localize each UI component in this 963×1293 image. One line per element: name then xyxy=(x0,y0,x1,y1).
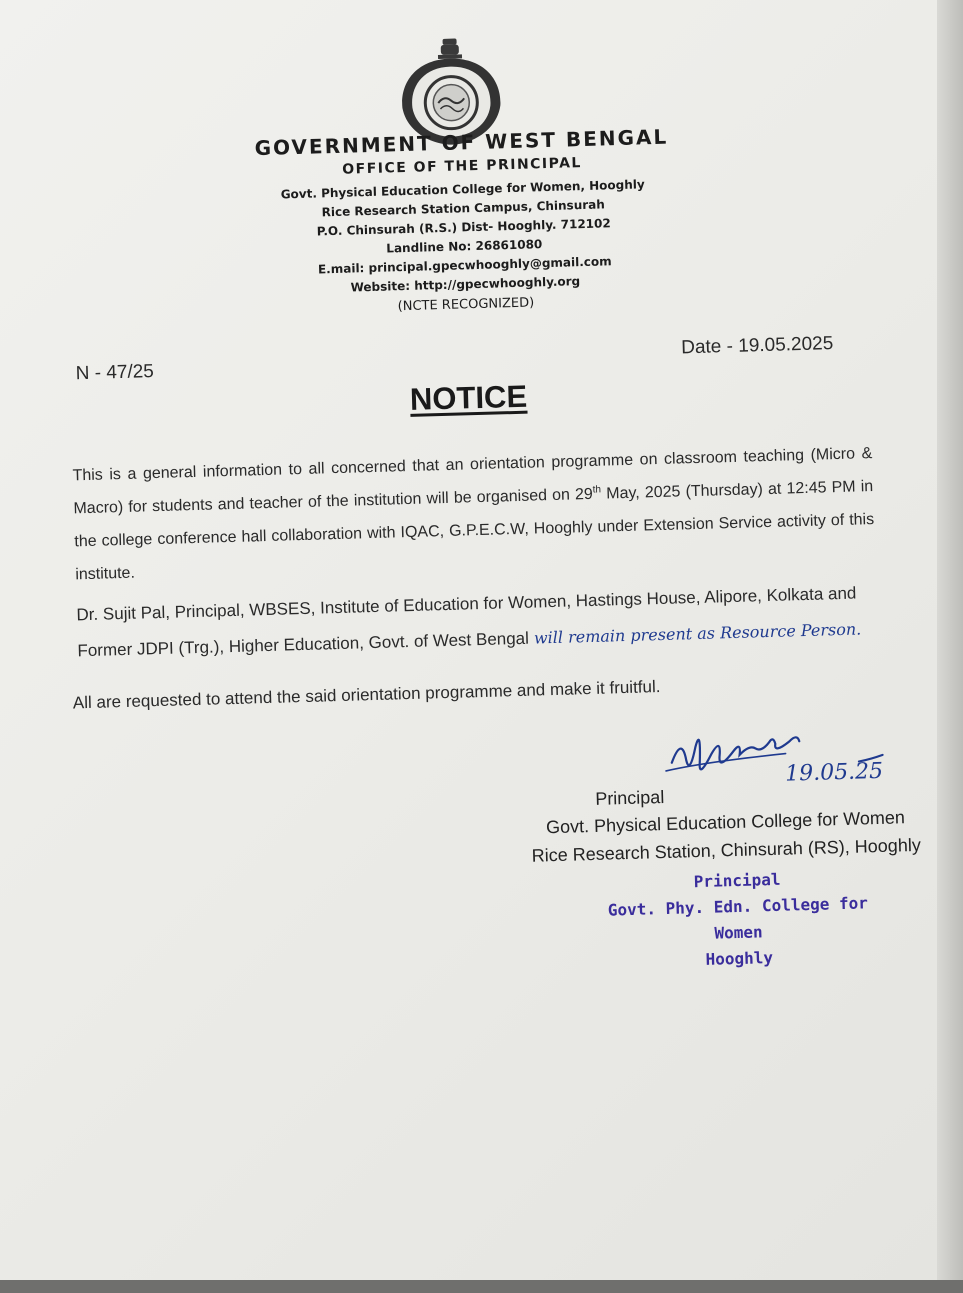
notice-title: NOTICE xyxy=(409,378,528,417)
notice-paragraph-2 xyxy=(76,575,878,669)
signatory-org-line-1: Govt. Physical Education College for Women xyxy=(545,807,906,838)
header-title: GOVERNMENT OF WEST BENGAL xyxy=(254,124,669,161)
stamp-line-place: Hooghly xyxy=(705,948,774,969)
header-subtitle: OFFICE OF THE PRINCIPAL xyxy=(342,155,583,178)
ordinal-suffix: th xyxy=(592,484,602,496)
header-email: E.mail: principal.gpecwhooghly@gmail.com xyxy=(317,254,612,277)
header-campus-line: Rice Research Station Campus, Chinsurah xyxy=(321,197,606,220)
official-stamp xyxy=(602,864,875,975)
handwritten-insertion: will remain present as Resource Person. xyxy=(528,619,862,648)
notice-paragraph-1 xyxy=(72,437,875,591)
header-landline: Landline No: 26861080 xyxy=(386,237,543,256)
header-recognition: (NCTE RECOGNIZED) xyxy=(397,295,535,315)
stamp-line-college: Govt. Phy. Edn. College for Women xyxy=(607,893,869,943)
stamp-line-designation: Principal xyxy=(693,869,781,892)
notice-number: N - 47/25 xyxy=(75,361,155,385)
resource-person-details: Dr. Sujit Pal, Principal, WBSES, Institute of Education for Women, Hastings House, Alipore, Kolkata and Former JDPI (Trg.), Higher Education, Govt. of West Bengal xyxy=(76,583,857,661)
signatory-designation: Principal xyxy=(594,786,665,809)
paragraph-1-part-b: May, 2025 (Thursday) at 12:45 PM in the college conference hall collaboration with IQAC, G.P.E.C.W, Hooghly under Extension Service activity of this institute. xyxy=(74,478,875,584)
notice-date: Date - 19.05.2025 xyxy=(680,333,834,359)
header-address-line: P.O. Chinsurah (R.S.) Dist- Hooghly. 712102 xyxy=(316,216,611,239)
header-college-line: Govt. Physical Education College for Women, Hooghly xyxy=(280,177,645,202)
header-website: Website: http://gpecwhooghly.org xyxy=(350,274,581,295)
signature-date: 19.05.25 xyxy=(784,758,884,787)
paragraph-1-part-a: This is a general information to all concerned that an orientation programme on classroom teaching (Micro & Macro) for students and teacher of the institution will be organised on 29 xyxy=(72,445,873,518)
signatory-org-line-2: Rice Research Station, Chinsurah (RS), Hooghly xyxy=(531,834,922,866)
notice-paragraph-3: All are requested to attend the said orientation programme and make it fruitful. xyxy=(72,677,661,713)
